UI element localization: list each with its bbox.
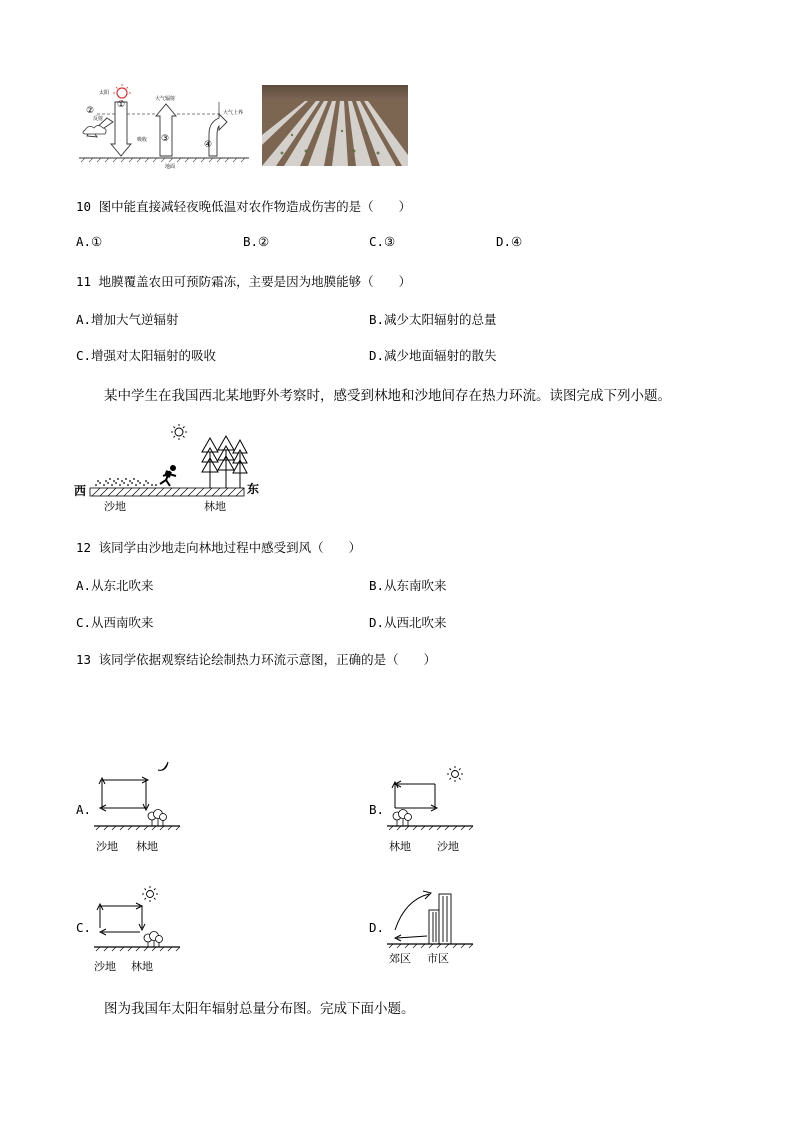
q13-option-d-left: 郊区 — [389, 952, 411, 965]
q11-stem: 11 地膜覆盖农田可预防霜冻，主要是因为地膜能够（ ） — [76, 274, 412, 289]
q10-option-c[interactable]: C.③ — [369, 234, 396, 249]
q12-option-b[interactable]: B.从东南吹来 — [369, 578, 447, 593]
q12-option-d[interactable]: D.从西北吹来 — [369, 615, 447, 630]
q13-option-b-letter: B. — [369, 802, 385, 817]
q13-option-a-letter: A. — [76, 802, 92, 817]
forest-label: 林地 — [204, 500, 226, 513]
arrow-label-1: ① — [117, 100, 126, 110]
radiation-label: 大气辐射 — [155, 96, 176, 102]
ground-label: 地面 — [165, 164, 176, 170]
q13-option-c-left: 沙地 — [94, 960, 116, 973]
q11-option-d[interactable]: D.减少地面辐射的散失 — [369, 348, 497, 363]
q11-option-b[interactable]: B.减少太阳辐射的总量 — [369, 312, 497, 327]
q10-option-a[interactable]: A.① — [76, 234, 103, 249]
q13-option-c-letter: C. — [76, 920, 92, 935]
atmosphere-top-label: 大气上界 — [223, 110, 244, 116]
arrow-label-2: ② — [86, 106, 95, 116]
intro-paragraph-2: 图为我国年太阳年辐射总量分布图。完成下面小题。 — [104, 1001, 415, 1017]
q13-option-c-right: 林地 — [131, 960, 153, 973]
q13-stem: 13 该同学依据观察结论绘制热力环流示意图，正确的是（ ） — [76, 652, 437, 667]
q11-option-c[interactable]: C.增强对太阳辐射的吸收 — [76, 348, 217, 363]
q13-option-a-left: 沙地 — [96, 840, 118, 853]
q13-option-b-left: 林地 — [389, 840, 411, 853]
arrow-label-4: ④ — [204, 140, 213, 150]
radiation-diagram — [77, 84, 252, 170]
sand-label: 沙地 — [104, 500, 126, 513]
q10-option-d[interactable]: D.④ — [496, 234, 523, 249]
sun-label: 太阳 — [99, 90, 110, 96]
q13-option-b[interactable] — [369, 760, 489, 855]
q11-option-a[interactable]: A.增加大气逆辐射 — [76, 312, 179, 327]
q13-option-d-letter: D. — [369, 920, 385, 935]
q12-option-c[interactable]: C.从西南吹来 — [76, 615, 154, 630]
q13-option-d-right: 市区 — [427, 952, 449, 965]
q13-option-a[interactable] — [76, 760, 196, 855]
intro-paragraph-1: 某中学生在我国西北某地野外考察时，感受到林地和沙地间存在热力环流。读图完成下列小题。 — [104, 388, 671, 404]
q12-option-a[interactable]: A.从东北吹来 — [76, 578, 154, 593]
q10-option-b[interactable]: B.② — [243, 234, 270, 249]
q13-option-b-right: 沙地 — [437, 840, 459, 853]
q10-stem: 10 图中能直接减轻夜晚低温对农作物造成伤害的是（ ） — [76, 199, 412, 214]
reflect-label: 反射 — [93, 116, 104, 122]
sand-forest-diagram — [74, 424, 266, 514]
q13-option-d[interactable] — [369, 880, 489, 975]
mulch-field-photo — [262, 85, 408, 166]
absorb-label: 吸收 — [137, 137, 148, 143]
q13-option-c[interactable] — [76, 880, 196, 975]
arrow-label-3: ③ — [161, 134, 170, 144]
q13-option-a-right: 林地 — [136, 840, 158, 853]
east-label: 东 — [247, 482, 260, 496]
q12-stem: 12 该同学由沙地走向林地过程中感受到风（ ） — [76, 540, 362, 555]
west-label: 西 — [74, 484, 87, 498]
